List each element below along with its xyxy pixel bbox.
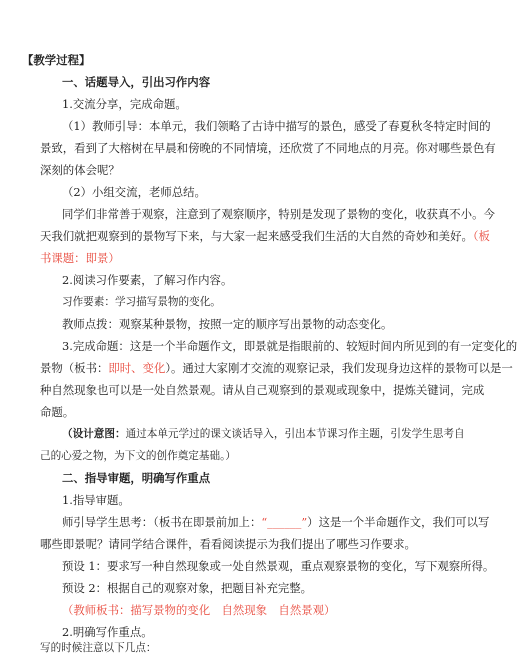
teacher-guide-line-3: 深刻的体会呢？ <box>40 163 120 177</box>
teacher-board: （教师板书：描写景物的变化 自然现象 自然景观） <box>62 603 336 617</box>
step-3-line-3: 种自然现象也可以是一处自然景观。请从自己观察到的景观或现象中，提炼关键词，完成 <box>40 383 485 397</box>
summary-line-1: 同学们非常善于观察，注意到了观察顺序，特别是发现了景物的变化，收获真不小。今 <box>62 207 495 221</box>
step-2-1-title: 1.指导审题。 <box>62 493 130 507</box>
teacher-point: 教师点拨：观察某种景物，按照一定的顺序写出景物的动态变化。 <box>62 317 393 331</box>
summary-line-3: 书课题：即景） <box>40 251 120 265</box>
teacher-guide-line-1: （1）教师引导：本单元，我们领略了古诗中描写的景色，感受了春夏秋冬特定时间的 <box>62 119 491 133</box>
blank-placeholder: “______” <box>261 515 308 529</box>
section-1-title: 一、话题导入，引出习作内容 <box>62 75 211 89</box>
teacher-guide-line-2: 景致，看到了大榕树在早晨和傍晚的不同情境，还欣赏了不同地点的月亮。你对哪些景色有 <box>40 141 496 155</box>
step-3-line-4: 命题。 <box>40 405 75 419</box>
section-2-title: 二、指导审题，明确写作重点 <box>62 471 211 485</box>
preset-1: 预设 1：要求写一种自然现象或一处自然景观，重点观察景物的变化，写下观察所得。 <box>62 559 495 573</box>
design-intent-line-2: 己的心爱之物，为下文的创作奠定基础。） <box>40 450 236 462</box>
step-3-line-2: 景物（板书：即时、变化）。通过大家刚才交流的观察记录，我们发现身边这样的景物可以是一 <box>40 361 513 375</box>
design-intent-line-1: （设计意图：通过本单元学过的课文谈话导入，引出本节课习作主题，引发学生思考自 <box>62 428 465 440</box>
step-2-2-title: 2.明确写作重点。 <box>62 625 153 639</box>
think-line-2: 哪些即景呢？请同学结合课件，看看阅读提示为我们提出了哪些习作要求。 <box>40 537 416 551</box>
preset-2: 预设 2：根据自己的观察对象，把题目补充完整。 <box>62 581 313 595</box>
section-heading: 【教学过程】 <box>22 53 91 67</box>
group-discussion: （2）小组交流，老师总结。 <box>62 185 206 199</box>
summary-line-2: 天我们就把观察到的景物写下来，与大家一起来感受我们生活的大自然的奇妙和美好。（板 <box>40 229 490 243</box>
think-line-1: 师引导学生思考：（板书在即景前加上：“______”）这是一个半命题作文，我们可以写 <box>62 515 490 529</box>
step-2-title: 2.阅读习作要素，了解习作内容。 <box>62 273 233 287</box>
board-keywords: 即时、变化 <box>108 361 166 375</box>
writing-element: 习作要素：学习描写景物的变化。 <box>62 296 221 308</box>
design-intent-label: （设计意图： <box>62 428 126 440</box>
step-1-title: 1.交流分享，完成命题。 <box>62 97 187 111</box>
step-3-line-1: 3.完成命题：这是一个半命题作文，即景就是指眼前的、较短时间内所见到的有一定变化的 <box>62 339 517 353</box>
board-title-start: （板 <box>472 229 490 243</box>
note-intro: 写的时候注意以下几点： <box>40 642 157 654</box>
